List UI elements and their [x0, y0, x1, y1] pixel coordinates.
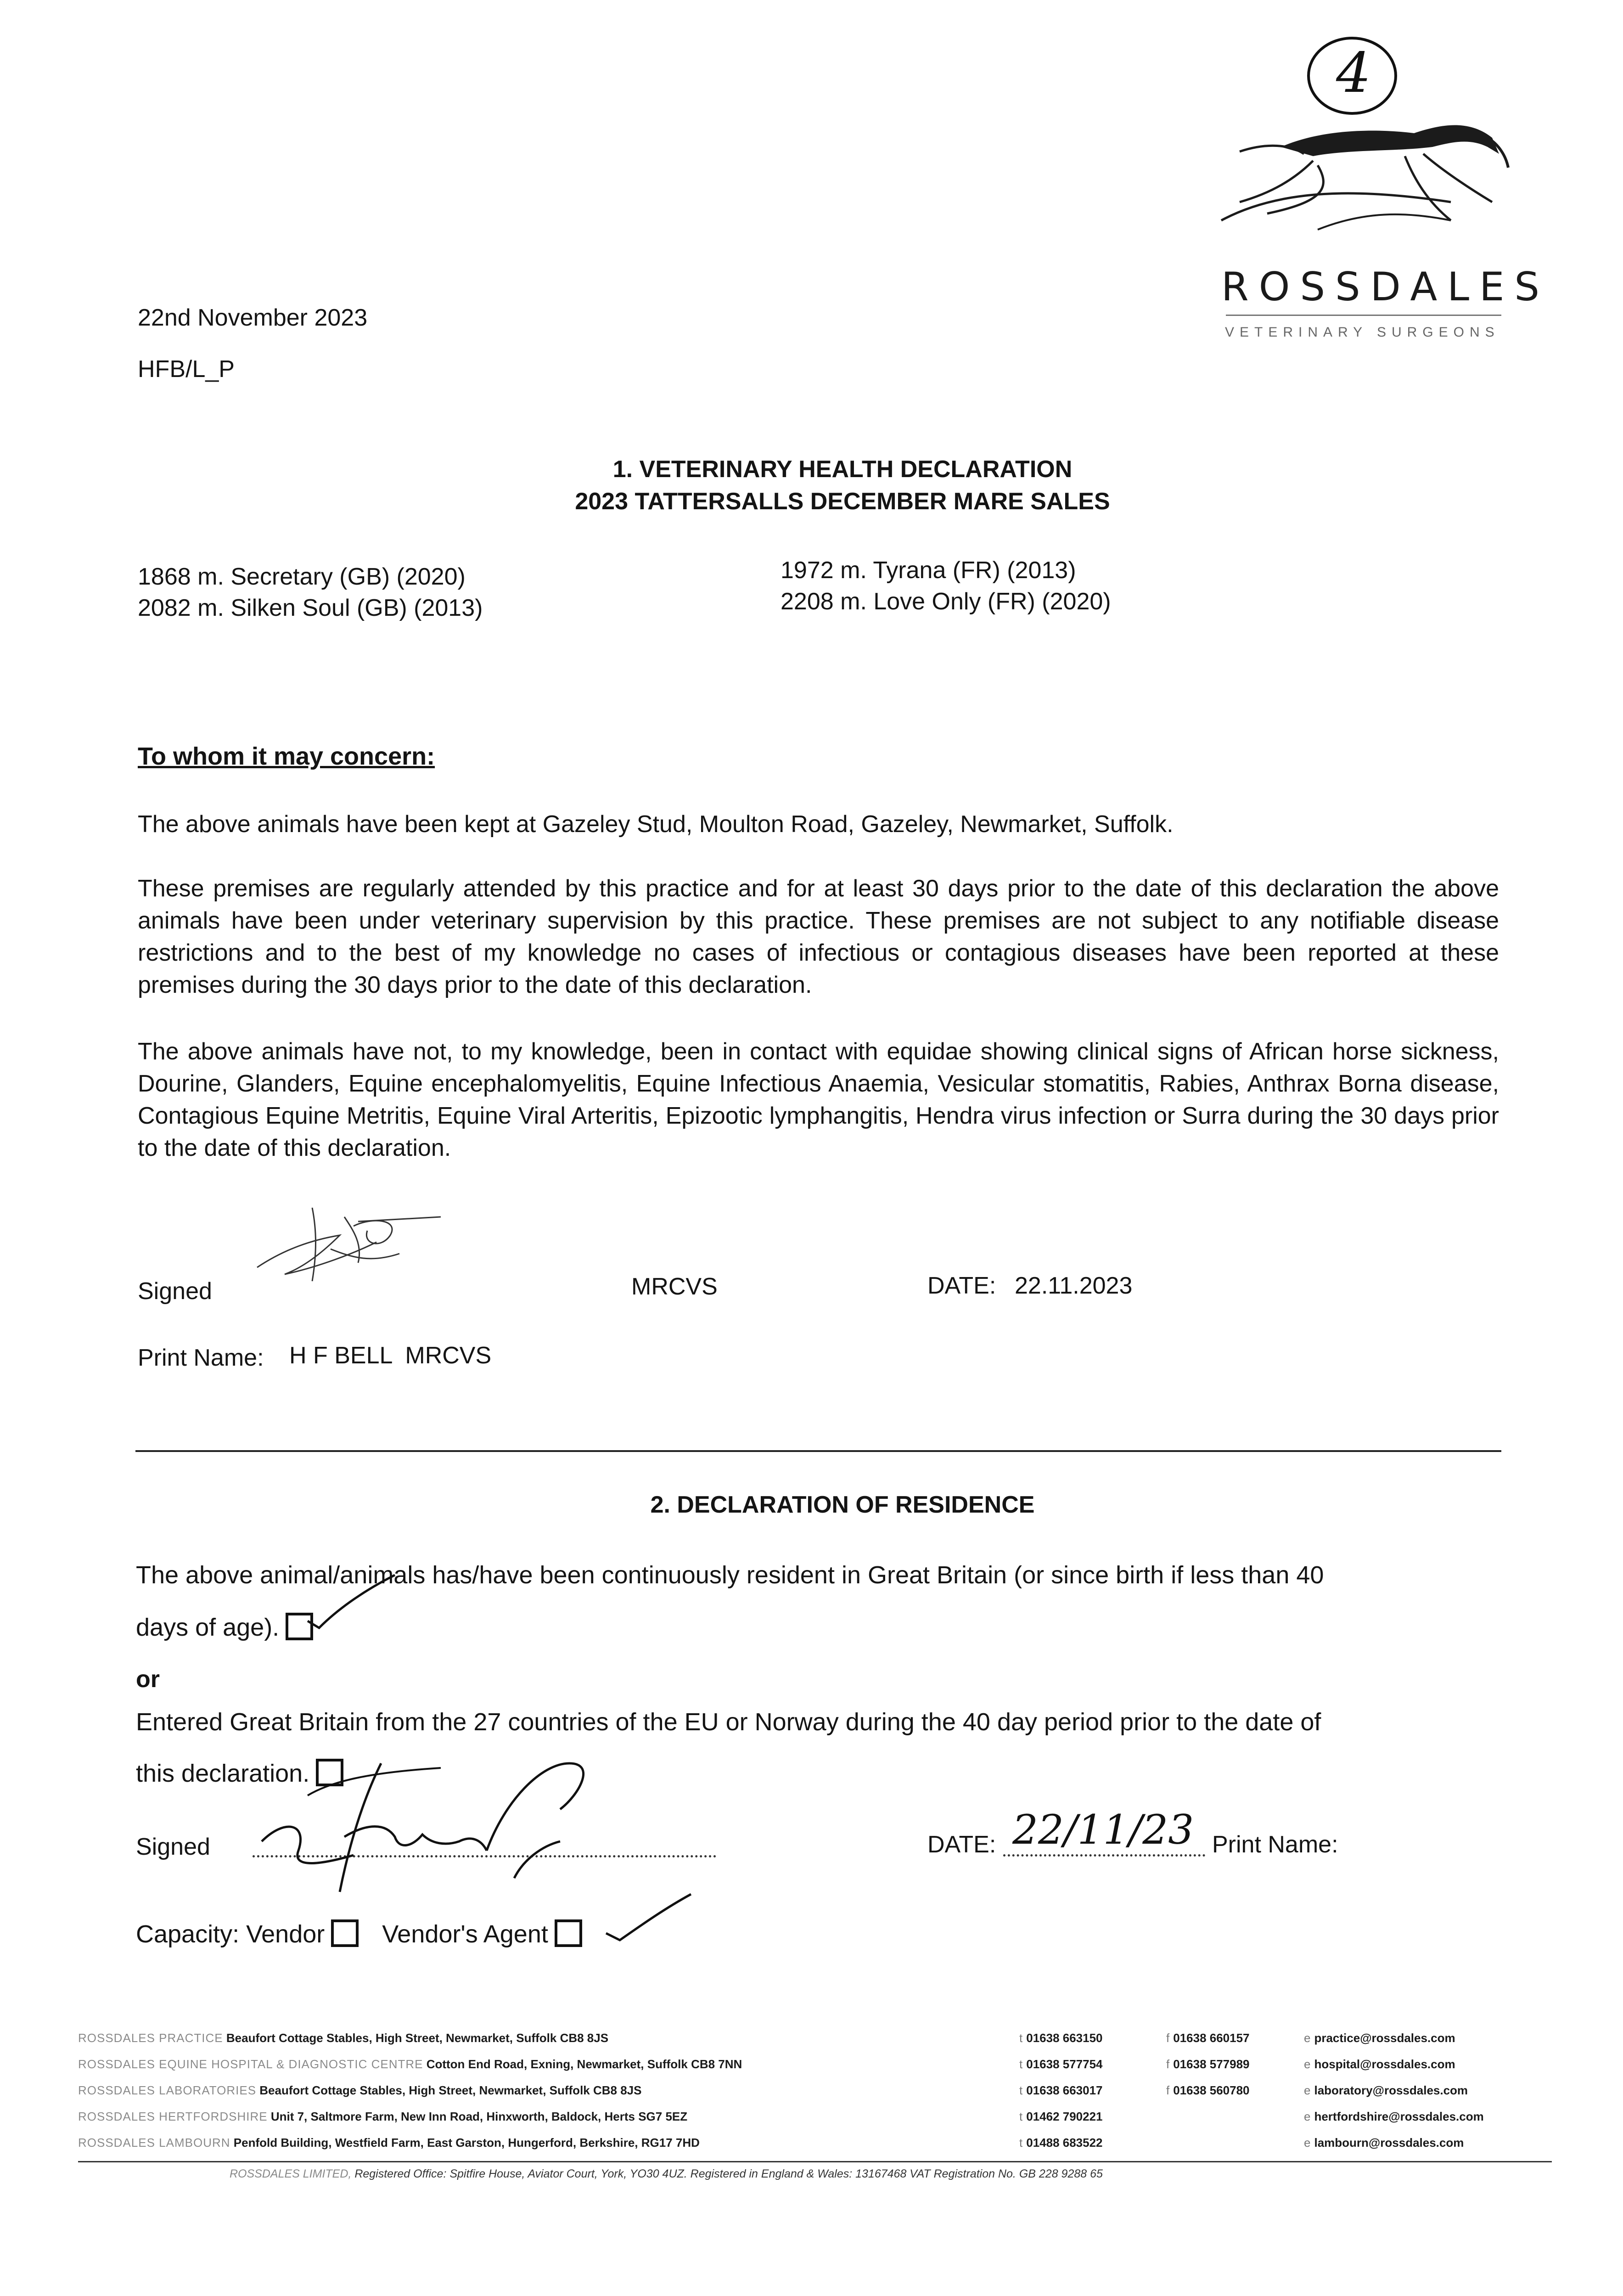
footer-divider [78, 2161, 1552, 2162]
vendor-signature [248, 1745, 661, 1903]
vendors-agent-checkbox[interactable] [555, 1919, 582, 1947]
residence-declaration-title: 2. DECLARATION OF RESIDENCE [650, 1491, 1035, 1518]
capacity-vendor-label: Capacity: Vendor [136, 1920, 325, 1948]
footer-email[interactable]: laboratory@rossdales.com [1314, 2083, 1468, 2097]
logo-divider [1226, 315, 1501, 316]
residence-statement-1: The above animal/animals has/have been continuously resident in Great Britain (or since birth if less than 40 [136, 1561, 1324, 1589]
residence-statement-2-text: this declaration. [136, 1760, 310, 1787]
footer-label: ROSSDALES PRACTICE [78, 2031, 223, 2045]
footer-address: Unit 7, Saltmore Farm, New Inn Road, Hinxworth, Baldock, Herts SG7 5EZ [270, 2110, 688, 2123]
letter-date: 22nd November 2023 [138, 304, 368, 331]
paragraph-supervision: These premises are regularly attended by this practice and for at least 30 days prior to the date of this declaration the above animals have been under veterinary supervision by this practice. These premises are not subject to any notifiable disease restrictions and to the best of my knowledge no cases of infectious or contagious diseases have been reported at these premises during the 30 days prior to the date of this declaration. [138, 875, 1499, 998]
check-mark-icon [597, 1883, 698, 1949]
health-declaration-title: 1. VETERINARY HEALTH DECLARATION [612, 456, 1073, 483]
footer-address: Beaufort Cottage Stables, High Street, Newmarket, Suffolk CB8 8JS [226, 2031, 609, 2045]
capacity-row [136, 1919, 582, 1949]
rossdales-logo [1212, 110, 1524, 349]
animal-entry: 2082 m. Silken Soul (GB) (2013) [138, 595, 483, 621]
vendor-date-value: 22/11/23 [1012, 1806, 1194, 1853]
declaration-date-label: DATE: [927, 1272, 996, 1299]
capacity-agent-label: Vendor's Agent [382, 1920, 548, 1948]
footer-email[interactable]: hospital@rossdales.com [1314, 2057, 1455, 2071]
footer-label: ROSSDALES EQUINE HOSPITAL & DIAGNOSTIC CENTRE [78, 2057, 423, 2071]
salutation: To whom it may concern: [138, 743, 435, 770]
footer [78, 2025, 1547, 2156]
footer-address: Cotton End Road, Exning, Newmarket, Suffolk CB8 7NN [426, 2057, 742, 2071]
footer-tel: 01462 790221 [1026, 2110, 1103, 2123]
footer-label: ROSSDALES LABORATORIES [78, 2083, 257, 2097]
declaration-date-value: 22.11.2023 [1015, 1272, 1133, 1299]
footer-row: ROSSDALES LABORATORIES Beaufort Cottage Stables, High Street, Newmarket, Suffolk CB8 8JS t 01638 663017 f 01638 560780 e laboratory@rossdales.com [78, 2083, 1468, 2097]
footer-fax: 01638 660157 [1173, 2031, 1250, 2045]
animal-entry: 1972 m. Tyrana (FR) (2013) [781, 557, 1076, 584]
footer-fax: 01638 577989 [1173, 2057, 1250, 2071]
footer-tel: 01638 577754 [1026, 2057, 1103, 2071]
or-label: or [136, 1666, 160, 1693]
footer-legal [230, 2167, 1103, 2181]
footer-address: Beaufort Cottage Stables, High Street, Newmarket, Suffolk CB8 8JS [259, 2083, 642, 2097]
footer-row: ROSSDALES LAMBOURN Penfold Building, Westfield Farm, East Garston, Hungerford, Berkshire, RG17 7HD t 01488 683522 e lambourn@rossdales.com [78, 2136, 1464, 2150]
horse-icon [1212, 110, 1524, 262]
logo-subtitle: VETERINARY SURGEONS [1225, 325, 1500, 340]
footer-tel: 01638 663150 [1026, 2031, 1103, 2045]
residence-statement-1-text: days of age). [136, 1614, 280, 1641]
letter-reference: HFB/L_P [138, 356, 235, 383]
page-number-text: 4 [1336, 41, 1371, 105]
logo-name: ROSSDALES [1221, 264, 1550, 310]
footer-legal-text: Registered Office: Spitfire House, Aviator Court, York, YO30 4UZ. Registered in England & Wales: 13167468 VAT Registration No. GB 228 9288 65 [354, 2167, 1103, 2180]
footer-fax: 01638 560780 [1173, 2083, 1250, 2097]
residence-statement-1-end [136, 1613, 313, 1642]
mrcvs-label: MRCVS [631, 1273, 718, 1300]
footer-row: ROSSDALES HERTFORDSHIRE Unit 7, Saltmore Farm, New Inn Road, Hinxworth, Baldock, Herts SG7 5EZ t 01462 790221 e hertfordshire@rossdales.com [78, 2110, 1484, 2123]
footer-row: ROSSDALES PRACTICE Beaufort Cottage Stables, High Street, Newmarket, Suffolk CB8 8JS t 01638 663150 f 01638 660157 e practice@rossdales.com [78, 2031, 1455, 2045]
footer-email[interactable]: lambourn@rossdales.com [1314, 2136, 1464, 2150]
footer-row: ROSSDALES EQUINE HOSPITAL & DIAGNOSTIC CENTRE Cotton End Road, Exning, Newmarket, Suffolk CB8 7NN t 01638 577754 f 01638 577989 e hospital@rossdales.com [78, 2057, 1455, 2071]
print-name-label: Print Name: [138, 1345, 264, 1371]
footer-label: ROSSDALES HERTFORDSHIRE [78, 2110, 268, 2123]
vet-signature [248, 1199, 450, 1297]
vendor-print-name-label: Print Name: [1212, 1831, 1338, 1858]
footer-tel: 01488 683522 [1026, 2136, 1103, 2150]
residence-statement-2: Entered Great Britain from the 27 countries of the EU or Norway during the 40 day period prior to the date of [136, 1708, 1321, 1736]
date-dotted-line [1003, 1854, 1205, 1857]
animal-entry: 2208 m. Love Only (FR) (2020) [781, 588, 1111, 615]
footer-tel: 01638 663017 [1026, 2083, 1103, 2097]
section-divider [135, 1450, 1501, 1452]
animal-entry: 1868 m. Secretary (GB) (2020) [138, 563, 466, 590]
health-declaration-subtitle: 2023 TATTERSALLS DECEMBER MARE SALES [575, 488, 1110, 515]
vendor-checkbox[interactable] [331, 1919, 359, 1947]
paragraph-premises: The above animals have been kept at Gazeley Stud, Moulton Road, Gazeley, Newmarket, Suffolk. [138, 811, 1174, 838]
check-mark-icon [298, 1570, 399, 1637]
page-number-mark [1304, 32, 1400, 119]
signed-label: Signed [138, 1278, 212, 1305]
vendor-date-label: DATE: [927, 1831, 996, 1858]
footer-address: Penfold Building, Westfield Farm, East Garston, Hungerford, Berkshire, RG17 7HD [233, 2136, 700, 2150]
footer-email[interactable]: hertfordshire@rossdales.com [1314, 2110, 1484, 2123]
print-name-value: H F BELL MRCVS [289, 1342, 492, 1369]
paragraph-disease-contact: The above animals have not, to my knowledge, been in contact with equidae showing clinical signs of African horse sickness, Dourine, Glanders, Equine encephalomyelitis, Equine Infectious Anaemia, Vesicular stomatitis, Rabies, Anthrax Borna disease, Contagious Equine Metritis, Equine Viral Arteritis, Epizootic lymphangitis, Hendra virus infection or Surra during the 30 days prior to the date of this declaration. [138, 1038, 1499, 1161]
footer-email[interactable]: practice@rossdales.com [1314, 2031, 1455, 2045]
footer-legal-label: ROSSDALES LIMITED, [230, 2167, 352, 2180]
footer-label: ROSSDALES LAMBOURN [78, 2136, 230, 2150]
vendor-signed-label: Signed [136, 1834, 210, 1860]
